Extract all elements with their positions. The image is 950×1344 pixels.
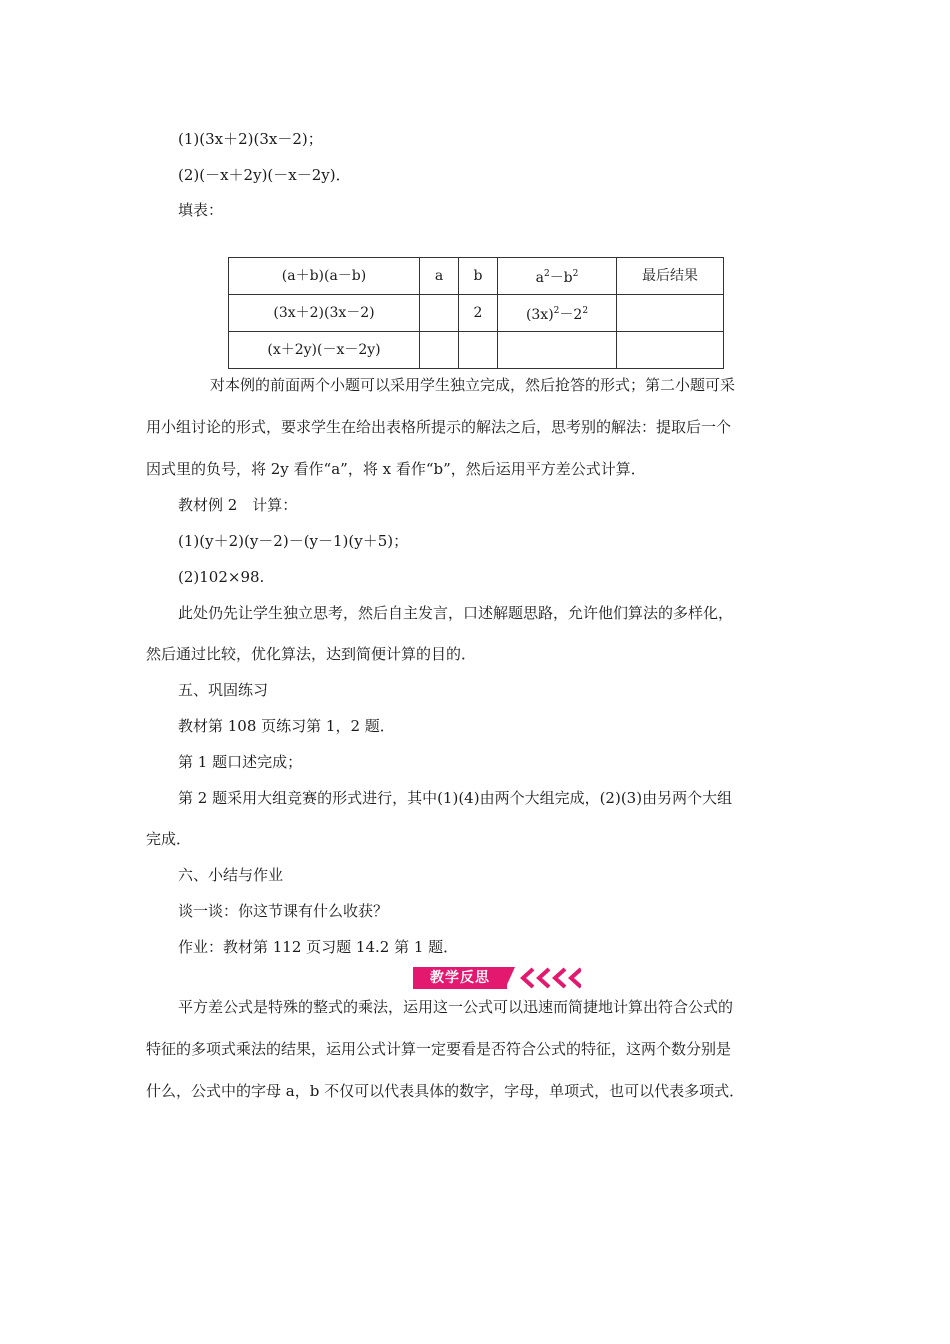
table-header-row xyxy=(229,258,724,295)
table-cell: (a＋b)(a－b) xyxy=(229,258,420,295)
paragraph-line: 此处仍先让学生独立思考，然后自主发言，口述解题思路，允许他们算法的多样化， xyxy=(178,604,734,622)
table-cell xyxy=(617,295,724,332)
section-heading: 六、小结与作业 xyxy=(178,866,284,884)
paragraph-line: 什么，公式中的字母 a，b 不仅可以代表具体的数字，字母，单项式，也可以代表多项式． xyxy=(146,1082,745,1100)
table-cell: 2 xyxy=(459,295,498,332)
banner-label: 教学反思 xyxy=(413,967,507,989)
paragraph-line: 作业：教材第 112 页习题 14.2 第 1 题． xyxy=(178,938,459,956)
paragraph-line: 完成． xyxy=(146,830,192,848)
example1-item1: (1)(3x＋2)(3x－2)； xyxy=(178,130,323,148)
paragraph-line: 第 1 题口述完成； xyxy=(178,753,303,771)
paragraph-line: 第 2 题采用大组竞赛的形式进行，其中(1)(4)由两个大组完成，(2)(3)由另两个大组 xyxy=(178,789,733,807)
table-cell xyxy=(498,332,617,369)
paragraph-line: 谈一谈：你这节课有什么收获？ xyxy=(178,902,389,920)
section-heading: 五、巩固练习 xyxy=(178,681,269,699)
table-row xyxy=(229,332,724,369)
table-row xyxy=(229,295,724,332)
paragraph-line: 然后通过比较，优化算法，达到简便计算的目的． xyxy=(146,645,477,663)
example2-title: 教材例 2 计算： xyxy=(178,496,298,514)
teaching-reflection-banner xyxy=(411,966,581,990)
example2-item2: (2)102×98. xyxy=(178,568,265,586)
table-cell xyxy=(420,332,459,369)
table-cell: (3x＋2)(3x－2) xyxy=(229,295,420,332)
example1-item2: (2)(－x＋2y)(－x－2y)． xyxy=(178,166,351,184)
table-cell xyxy=(459,332,498,369)
paragraph-line: 对本例的前面两个小题可以采用学生独立完成，然后抢答的形式；第二小题可采 xyxy=(210,376,736,394)
paragraph-line: 平方差公式是特殊的整式的乘法，运用这一公式可以迅速而简捷地计算出符合公式的 xyxy=(178,998,734,1016)
fill-table-label: 填表： xyxy=(178,201,224,219)
table-cell: b xyxy=(459,258,498,295)
paragraph-line: 教材第 108 页练习第 1，2 题． xyxy=(178,717,395,735)
table-cell: (x＋2y)(－x－2y) xyxy=(229,332,420,369)
example2-item1: (1)(y＋2)(y－2)－(y－1)(y＋5)； xyxy=(178,532,409,550)
table-cell xyxy=(420,295,459,332)
fill-table xyxy=(228,257,724,369)
table-cell: a xyxy=(420,258,459,295)
table-cell: $(3x)^2-2^2$ xyxy=(498,295,617,332)
paragraph-line: 因式里的负号，将 2y 看作“a”，将 x 看作“b”，然后运用平方差公式计算． xyxy=(146,460,646,478)
paragraph-line: 特征的多项式乘法的结果，运用公式计算一定要看是否符合公式的特征，这两个数分别是 xyxy=(146,1040,732,1058)
paragraph-line: 用小组讨论的形式，要求学生在给出表格所提示的解法之后，思考别的解法：提取后一个 xyxy=(146,418,732,436)
table-cell: 最后结果 xyxy=(617,258,724,295)
table-cell xyxy=(617,332,724,369)
table-cell: $a^2-b^2$ xyxy=(498,258,617,295)
